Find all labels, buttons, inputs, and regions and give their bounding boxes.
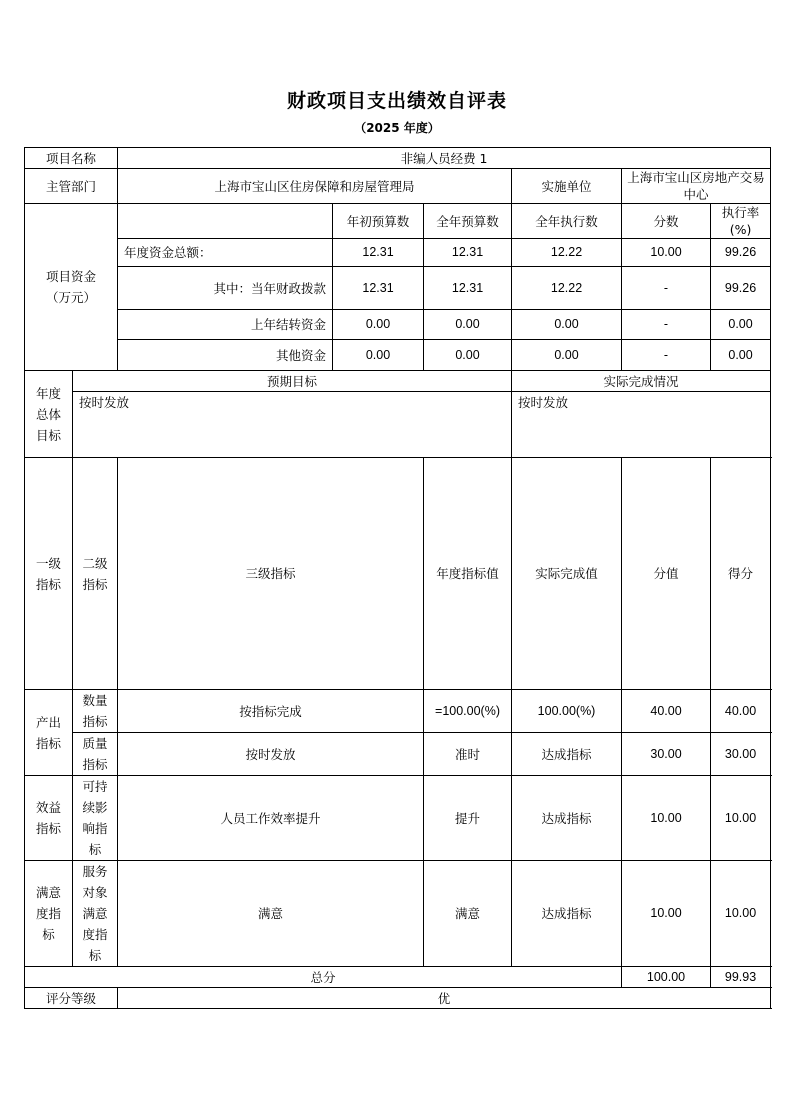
actual-value: 达成指标 [512,776,622,861]
level2-indicator [73,861,118,967]
indicator-header-row [25,458,771,690]
page-subtitle: （2025 年度） [354,121,440,135]
level2-indicator-line: 对象 [82,885,108,900]
funds-cell: 0.00 [333,310,424,340]
funds-cell: 99.26 [711,239,771,267]
funds-cell: 12.31 [424,267,512,310]
level2-indicator-line: 续影 [82,800,108,815]
dept-value: 上海市宝山区住房保障和房屋管理局 [118,169,512,204]
funds-row [25,267,771,310]
actual-goal-header: 实际完成情况 [512,371,771,392]
level2-indicator-line: 质量 [82,736,108,751]
weight-value: 10.00 [622,861,711,967]
level1-indicator-line: 产出 [35,714,61,730]
score-value: 10.00 [711,861,771,967]
dept-label: 主管部门 [25,169,118,204]
level2-indicator-line: 满意 [82,906,108,921]
level2-indicator-line: 标 [88,842,102,857]
funds-cell: 12.22 [512,267,622,310]
actual-goal-text: 按时发放 [512,392,771,458]
level2-header [73,458,118,690]
level1-indicator-line: 满意 [35,885,61,900]
funds-label-line: 项目资金 [46,269,97,284]
expected-goal-header: 预期目标 [73,371,512,392]
funds-header-cell: 年初预算数 [333,204,424,239]
level3-indicator: 按时发放 [118,733,424,776]
funds-row [25,239,771,267]
expected-goal-text: 按时发放 [73,392,512,458]
grade-label: 评分等级 [25,988,118,1009]
level2-indicator-line: 度指 [82,927,108,942]
target-value: =100.00(%) [424,690,512,733]
level1-indicator-line: 指标 [35,735,61,751]
funds-header-cell: 分数 [622,204,711,239]
level2-indicator [73,776,118,861]
level1-indicator [25,861,73,967]
level1-indicator [25,776,73,861]
funds-row-label: 年度资金总额： [118,239,333,267]
funds-cell: 0.00 [333,340,424,371]
indicator-row [25,861,771,967]
evaluation-table [24,147,771,1009]
funds-cell: 0.00 [512,340,622,371]
actual-header: 实际完成值 [512,458,622,690]
level2-indicator-line: 标 [88,948,102,963]
level2-indicator [73,733,118,776]
level1-indicator-line: 标 [42,927,55,942]
funds-cell: 0.00 [711,310,771,340]
weight-value: 10.00 [622,776,711,861]
funds-header-row [25,204,771,239]
level2-indicator-line: 指标 [82,714,108,729]
funds-label-line: （万元） [46,290,97,305]
funds-cell: 0.00 [424,310,512,340]
funds-row [25,340,771,371]
level2-indicator-line: 指标 [82,757,108,772]
level2-indicator-line: 可持 [82,779,108,794]
target-value: 提升 [424,776,512,861]
funds-cell: - [622,340,711,371]
funds-cell: 12.31 [424,239,512,267]
funds-row-label: 上年结转资金 [118,310,333,340]
header-line: 一级 [35,555,61,571]
project-name-value: 非编人员经费 1 [118,148,771,169]
funds-header-blank [118,204,333,239]
goals-label-line: 目标 [35,427,61,443]
total-weight: 100.00 [622,967,711,988]
goals-content-row [25,392,771,458]
total-score: 99.93 [711,967,771,988]
unit-label: 实施单位 [512,169,622,204]
funds-cell: 99.26 [711,267,771,310]
level1-header [25,458,73,690]
score-header: 得分 [711,458,771,690]
project-name-row [25,148,771,169]
header-line: 二级 [82,555,108,571]
goals-header-row [25,371,771,392]
funds-row-label: 其中：当年财政拨款 [118,267,333,310]
funds-cell: 0.00 [711,340,771,371]
funds-cell: - [622,267,711,310]
header-line: 指标 [82,576,108,592]
project-name-label: 项目名称 [25,148,118,169]
funds-header-cell: 全年预算数 [424,204,512,239]
grade-value: 优 [118,988,771,1009]
level3-indicator: 人员工作效率提升 [118,776,424,861]
indicator-row [25,733,771,776]
level1-indicator-line: 效益 [35,800,61,815]
level3-header: 三级指标 [118,458,424,690]
score-value: 10.00 [711,776,771,861]
funds-header-cell: 全年执行数 [512,204,622,239]
funds-header-cell: 执行率(%) [711,204,771,239]
unit-value: 上海市宝山区房地产交易中心 [622,169,771,204]
level1-indicator-line: 指标 [35,821,61,836]
target-value: 准时 [424,733,512,776]
funds-row [25,310,771,340]
funds-cell: - [622,310,711,340]
grade-row [25,988,771,1009]
target-value: 满意 [424,861,512,967]
funds-cell: 12.31 [333,239,424,267]
page-title: 财政项目支出绩效自评表 [286,90,507,112]
indicator-row [25,776,771,861]
funds-row-label: 其他资金 [118,340,333,371]
indicator-row [25,690,771,733]
target-header: 年度指标值 [424,458,512,690]
score-value: 30.00 [711,733,771,776]
level1-indicator [25,690,73,776]
header-line: 指标 [35,576,61,592]
weight-value: 30.00 [622,733,711,776]
level2-indicator-line: 服务 [82,864,108,879]
actual-value: 达成指标 [512,861,622,967]
funds-section-label [25,204,118,371]
funds-cell: 12.22 [512,239,622,267]
total-label: 总分 [25,967,622,988]
actual-value: 达成指标 [512,733,622,776]
level3-indicator: 按指标完成 [118,690,424,733]
actual-value: 100.00(%) [512,690,622,733]
level2-indicator-line: 数量 [82,693,108,708]
level3-indicator: 满意 [118,861,424,967]
score-value: 40.00 [711,690,771,733]
level2-indicator-line: 响指 [82,821,108,836]
funds-cell: 0.00 [424,340,512,371]
funds-cell: 10.00 [622,239,711,267]
level2-indicator [73,690,118,733]
goals-label-line: 年度 [35,385,61,401]
department-row [25,169,771,204]
weight-header: 分值 [622,458,711,690]
level1-indicator-line: 度指 [35,906,61,921]
total-row [25,967,771,988]
weight-value: 40.00 [622,690,711,733]
funds-cell: 12.31 [333,267,424,310]
funds-cell: 0.00 [512,310,622,340]
goals-label [25,371,73,458]
goals-label-line: 总体 [35,406,61,422]
